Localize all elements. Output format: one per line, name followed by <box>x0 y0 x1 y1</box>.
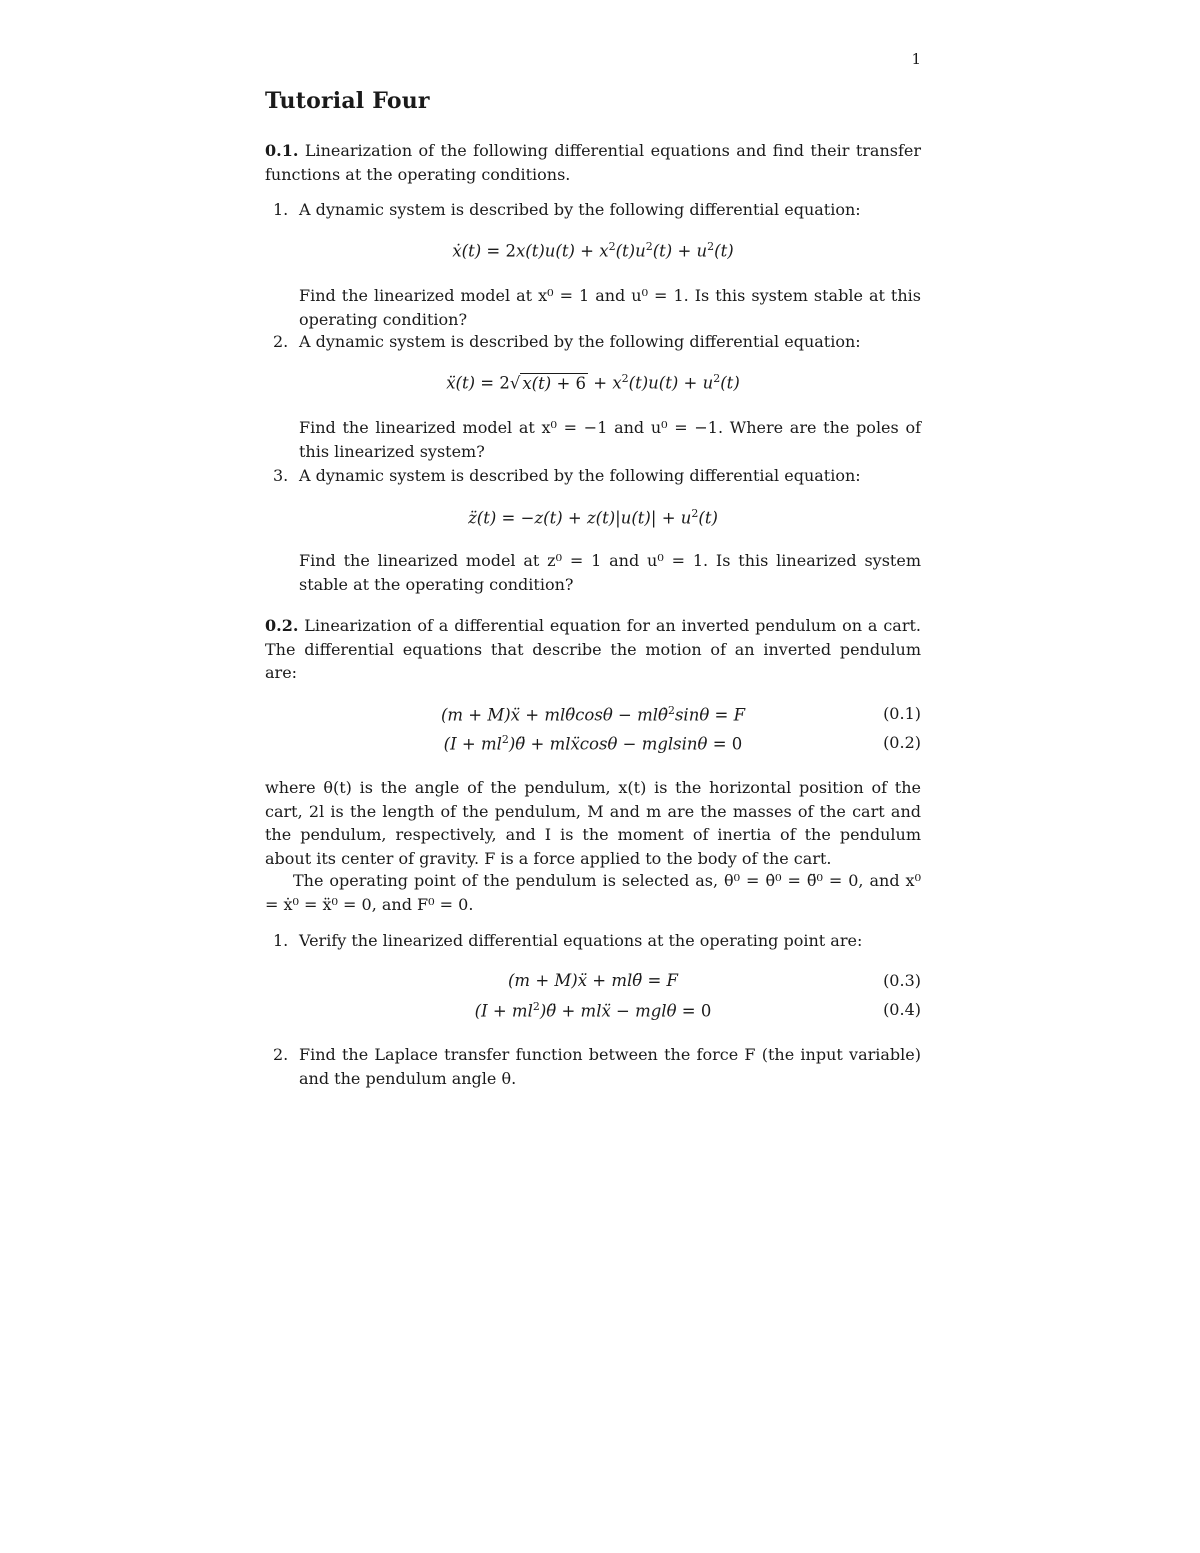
equation-0-4-number: (0.4) <box>883 1000 921 1019</box>
q2-item-1-number: 1. <box>273 931 289 950</box>
equation-0-4: $(I + ml^2)\thetä$ + mlẍ − mglθ = 0 (0.4) <box>474 1000 921 1021</box>
q1-item-3-number: 3. <box>273 466 289 485</box>
q2-intro <box>265 614 921 685</box>
q2-item-1-statement: Verify the linearized differential equations at the operating point are: <box>299 931 863 950</box>
q1-intro-text: Linearization of the following differential equations and find their transfer functions at the operating conditions. <box>265 141 921 184</box>
q1-label: 0.1. <box>265 141 299 160</box>
equation-0-3-number: (0.3) <box>883 971 921 990</box>
equation-0-2-number: (0.2) <box>883 733 921 752</box>
q1-item-1-number: 1. <box>273 200 289 219</box>
q1-item-3-question: Find the linearized model at z⁰ = 1 and u⁰ = 1. Is this linearized system stable at the operating condition? <box>299 551 921 594</box>
page-title: Tutorial Four <box>265 88 430 114</box>
q1-item-2-number: 2. <box>273 332 289 351</box>
q1-item-1-statement: A dynamic system is described by the following differential equation: <box>299 200 861 219</box>
q1-item-2-statement: A dynamic system is described by the following differential equation: <box>299 332 861 351</box>
q1-item-1-equation: ẋ(t) = $2x(t)u(t) + x^2(t)u^2(t) + u^2(t)$ <box>452 240 734 261</box>
equation-0-3: (m + M)ẍ + mlθ̈ = F (0.3) <box>507 971 921 990</box>
page-number: 1 <box>911 50 921 68</box>
q2-label: 0.2. <box>265 616 299 635</box>
equation-0-2: $(I + ml^2)\thetä$ + mlẍcosθ − mglsinθ = 0 (0.2) <box>443 733 921 754</box>
q2-intro-text: Linearization of a differential equation for an inverted pendulum on a cart. The differential equations that describe the motion of an inverted pendulum are: <box>265 616 921 682</box>
equation-0-1: (m + M)ẍ + mlθ̈cosθ − mlθ̇$^2$sinθ = F (0.1) <box>440 704 921 725</box>
q1-item-3-statement: A dynamic system is described by the following differential equation: <box>299 466 861 485</box>
q1-item-2-question: Find the linearized model at x⁰ = −1 and u⁰ = −1. Where are the poles of this linearized system? <box>299 418 921 461</box>
q1-item-2-equation: ẍ(t) = 2√ $x(t) + 6 + x^2(t)u(t) + u^2(t)$ <box>446 372 740 393</box>
q2-description: where θ(t) is the angle of the pendulum, x(t) is the horizontal position of the cart, 2l is the length of the pendulum, M and m are the masses of the cart and the pendulum, respectively, and I is the moment of inertia of the pendulum about its center of gravity. F is a force applied to the body of the cart. <box>265 778 921 868</box>
q2-item-2-number: 2. <box>273 1045 289 1064</box>
equation-0-1-number: (0.1) <box>883 704 921 723</box>
q1-intro <box>265 139 921 186</box>
document-page <box>265 0 921 1553</box>
q2-item-2-statement: Find the Laplace transfer function between the force F (the input variable) and the pendulum angle θ. <box>299 1045 921 1088</box>
q2-operating-point: The operating point of the pendulum is selected as, θ⁰ = θ̇⁰ = θ̈⁰ = 0, and x⁰ = ẋ⁰ = ẍ⁰ = 0, and F⁰ = 0. <box>265 871 921 914</box>
q1-item-1-question: Find the linearized model at x⁰ = 1 and u⁰ = 1. Is this system stable at this operating condition? <box>299 286 921 329</box>
q1-item-3-equation: z̈(t) = $-z(t) + z(t)|u(t)| + u^2(t)$ <box>468 507 718 528</box>
